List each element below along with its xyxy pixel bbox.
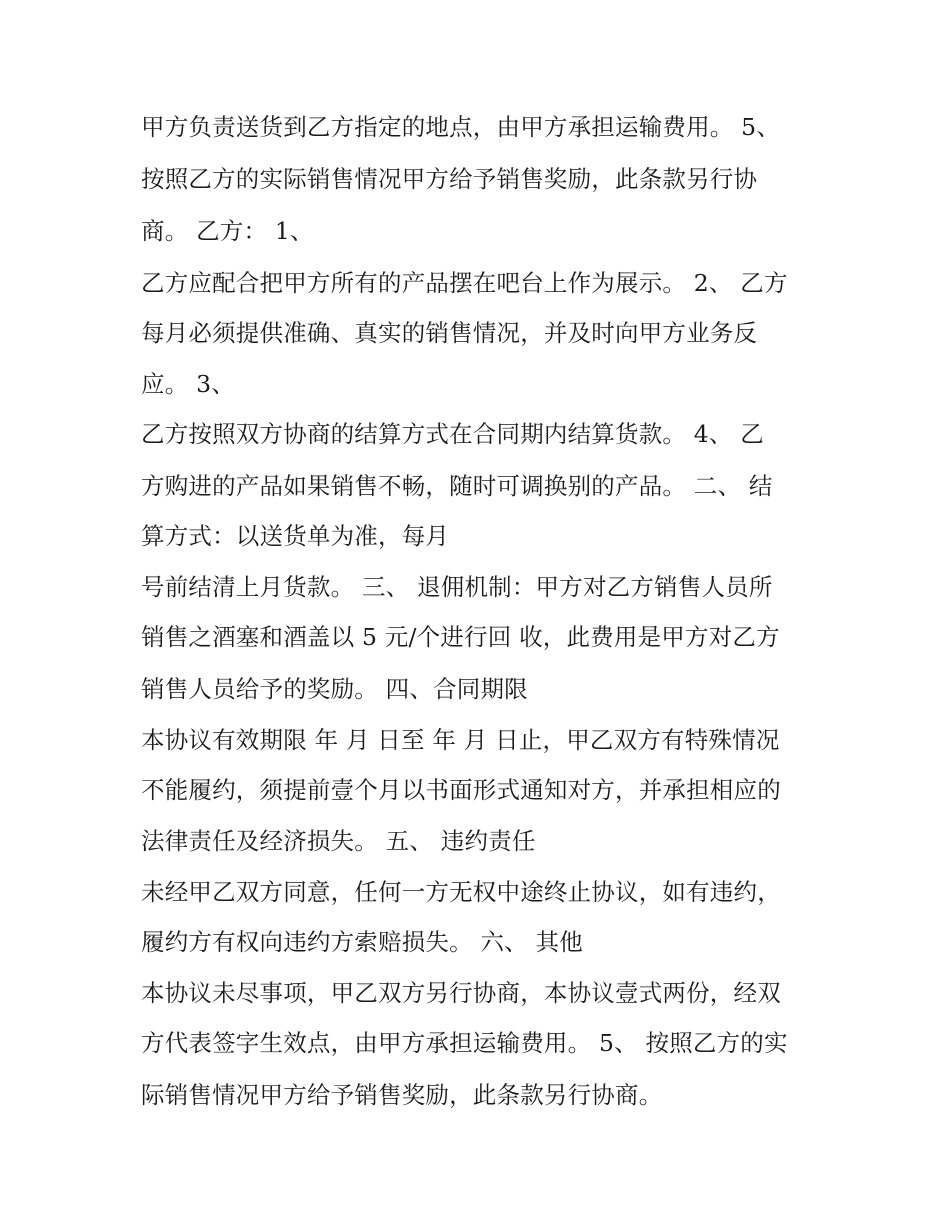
text-line: 际销售情况甲方给予销售奖励，此条款另行协商。	[141, 1081, 663, 1109]
text-line: 未经甲乙双方同意，任何一方无权中途终止协议，如有违约，	[141, 878, 781, 906]
text-line: 乙方应配合把甲方所有的产品摆在吧台上作为展示。 2、 乙方	[141, 269, 788, 297]
text-line: 商。 乙方： 1、	[141, 217, 314, 245]
text-line: 应。 3、	[141, 370, 235, 398]
text-line: 乙方按照双方协商的结算方式在合同期内结算货款。 4、 乙	[141, 420, 764, 448]
text-line: 甲方负责送货到乙方指定的地点，由甲方承担运输费用。 5、	[141, 113, 781, 141]
text-line: 方购进的产品如果销售不畅，随时可调换别的产品。 二、 结	[141, 472, 773, 500]
text-line: 销售之酒塞和酒盖以 5 元/个进行回 收，此费用是甲方对乙方	[141, 623, 780, 651]
text-line: 不能履约，须提前壹个月以书面形式通知对方，并承担相应的	[141, 776, 781, 804]
text-line: 号前结清上月货款。 三、 退佣机制：甲方对乙方销售人员所	[141, 573, 773, 601]
text-line: 本协议有效期限 年 月 日至 年 月 日止，甲乙双方有特殊情况	[141, 726, 780, 754]
text-line: 销售人员给予的奖励。 四、合同期限	[141, 675, 528, 703]
text-line: 算方式：以送货单为准，每月	[141, 522, 450, 550]
text-line: 本协议未尽事项，甲乙双方另行协商，本协议壹式两份，经双	[141, 979, 781, 1007]
text-line: 方代表签字生效点，由甲方承担运输费用。 5、 按照乙方的实	[141, 1029, 788, 1057]
text-line: 履约方有权向违约方索赔损失。 六、 其他	[141, 928, 583, 956]
text-line: 法律责任及经济损失。 五、 违约责任	[141, 827, 536, 855]
text-line: 按照乙方的实际销售情况甲方给予销售奖励，此条款另行协	[141, 165, 758, 193]
text-line: 每月必须提供准确、真实的销售情况，并及时向甲方业务反	[141, 319, 758, 347]
